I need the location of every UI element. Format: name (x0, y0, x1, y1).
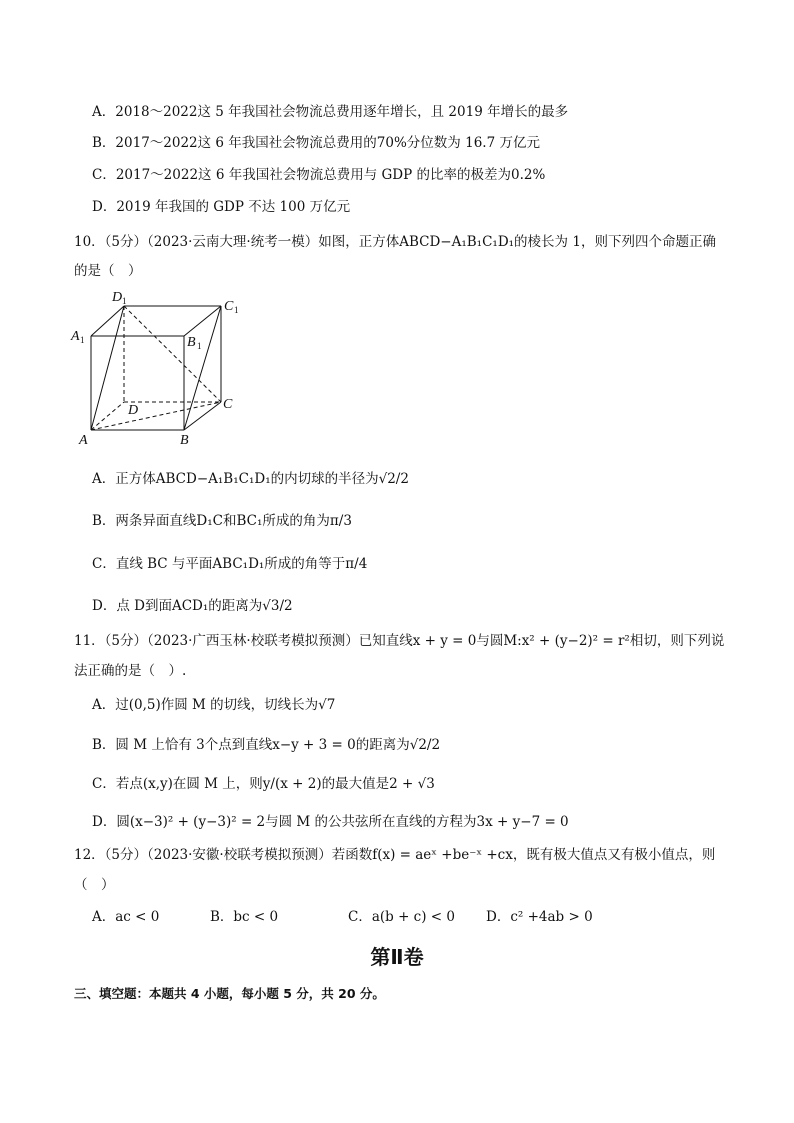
q11-option-d: D．圆(x−3)² + (y−3)² = 2与圆 M 的公共弦所在直线的方程为3x + y−7 = 0 (92, 814, 569, 830)
q10-option-d: D．点 D到面ACD₁的距离为√3/2 (92, 598, 293, 614)
diag-c1-b (184, 306, 221, 430)
q11-stem-line1: 11．（5分）（2023·广西玉林·校联考模拟预测）已知直线x + y = 0与圆M:x² + (y−2)² = r²相切，则下列说 (74, 633, 725, 649)
label-c: C (223, 397, 233, 412)
q10-stem-line2: 的是（ ） (74, 263, 142, 279)
label-b: B (180, 433, 189, 448)
q10-option-c: C．直线 BC 与平面ABC₁D₁所成的角等于π/4 (92, 556, 368, 572)
hidden-diag-a-c (91, 402, 221, 430)
q11-option-c: C．若点(x,y)在圆 M 上，则y/(x + 2)的最大值是2 + √3 (92, 776, 435, 792)
q10-option-b: B．两条异面直线D₁C和BC₁所成的角为π/3 (92, 513, 352, 529)
label-a: A (79, 433, 88, 448)
label-a1: A (71, 329, 80, 344)
q12-options-row (0, 908, 794, 926)
label-d1: D (112, 290, 123, 305)
label-d1-sub: 1 (122, 296, 127, 306)
q9-option-a: A．2018～2022这 5 年我国社会物流总费用逐年增长，且 2019 年增长的最多 (92, 104, 569, 120)
cube-figure (66, 286, 246, 452)
q9-option-b: B．2017～2022这 6 年我国社会物流总费用的70%分位数为 16.7 万亿元 (92, 135, 540, 151)
section-heading: 三、填空题：本题共 4 小题，每小题 5 分，共 20 分。 (74, 986, 385, 1001)
q12-stem-line1: 12．（5分）（2023·安徽·校联考模拟预测）若函数f(x) = aeˣ +be⁻ˣ +cx，既有极大值点又有极小值点，则 (74, 847, 716, 863)
edge-b1-c1 (184, 306, 221, 336)
q12-option-d: D．c² +4ab > 0 (486, 909, 593, 925)
q9-option-c: C．2017～2022这 6 年我国社会物流总费用与 GDP 的比率的极差为0.2% (92, 167, 546, 183)
edge-a1-d1 (91, 306, 124, 336)
q12-option-b: B．bc < 0 (210, 909, 279, 925)
q10-stem-line1: 10．（5分）（2023·云南大理·统考一模）如图，正方体ABCD−A₁B₁C₁D₁的棱长为 1，则下列四个命题正确 (74, 234, 716, 250)
label-b1-sub: 1 (197, 341, 202, 351)
diag-d1-a (91, 306, 124, 430)
hidden-edge-a-d (91, 402, 124, 430)
q12-stem-line2: （ ） (74, 877, 115, 893)
label-c1-sub: 1 (234, 305, 239, 315)
q11-option-b: B．圆 M 上恰有 3个点到直线x−y + 3 = 0的距离为√2/2 (92, 737, 441, 753)
q12-option-c: C．a(b + c) < 0 (348, 909, 455, 925)
label-c1: C (224, 299, 234, 314)
label-a1-sub: 1 (80, 335, 85, 345)
label-d: D (128, 403, 139, 418)
q12-option-a: A．ac < 0 (92, 909, 160, 925)
q11-option-a: A．过(0,5)作圆 M 的切线，切线长为√7 (92, 697, 336, 713)
label-b1: B (187, 335, 196, 350)
q9-option-d: D．2019 年我国的 GDP 不达 100 万亿元 (92, 199, 351, 215)
part-title: 第Ⅱ卷 (370, 945, 424, 969)
q10-option-a: A．正方体ABCD−A₁B₁C₁D₁的内切球的半径为√2/2 (92, 471, 409, 487)
q11-stem-line2: 法正确的是（ ）. (74, 663, 187, 679)
